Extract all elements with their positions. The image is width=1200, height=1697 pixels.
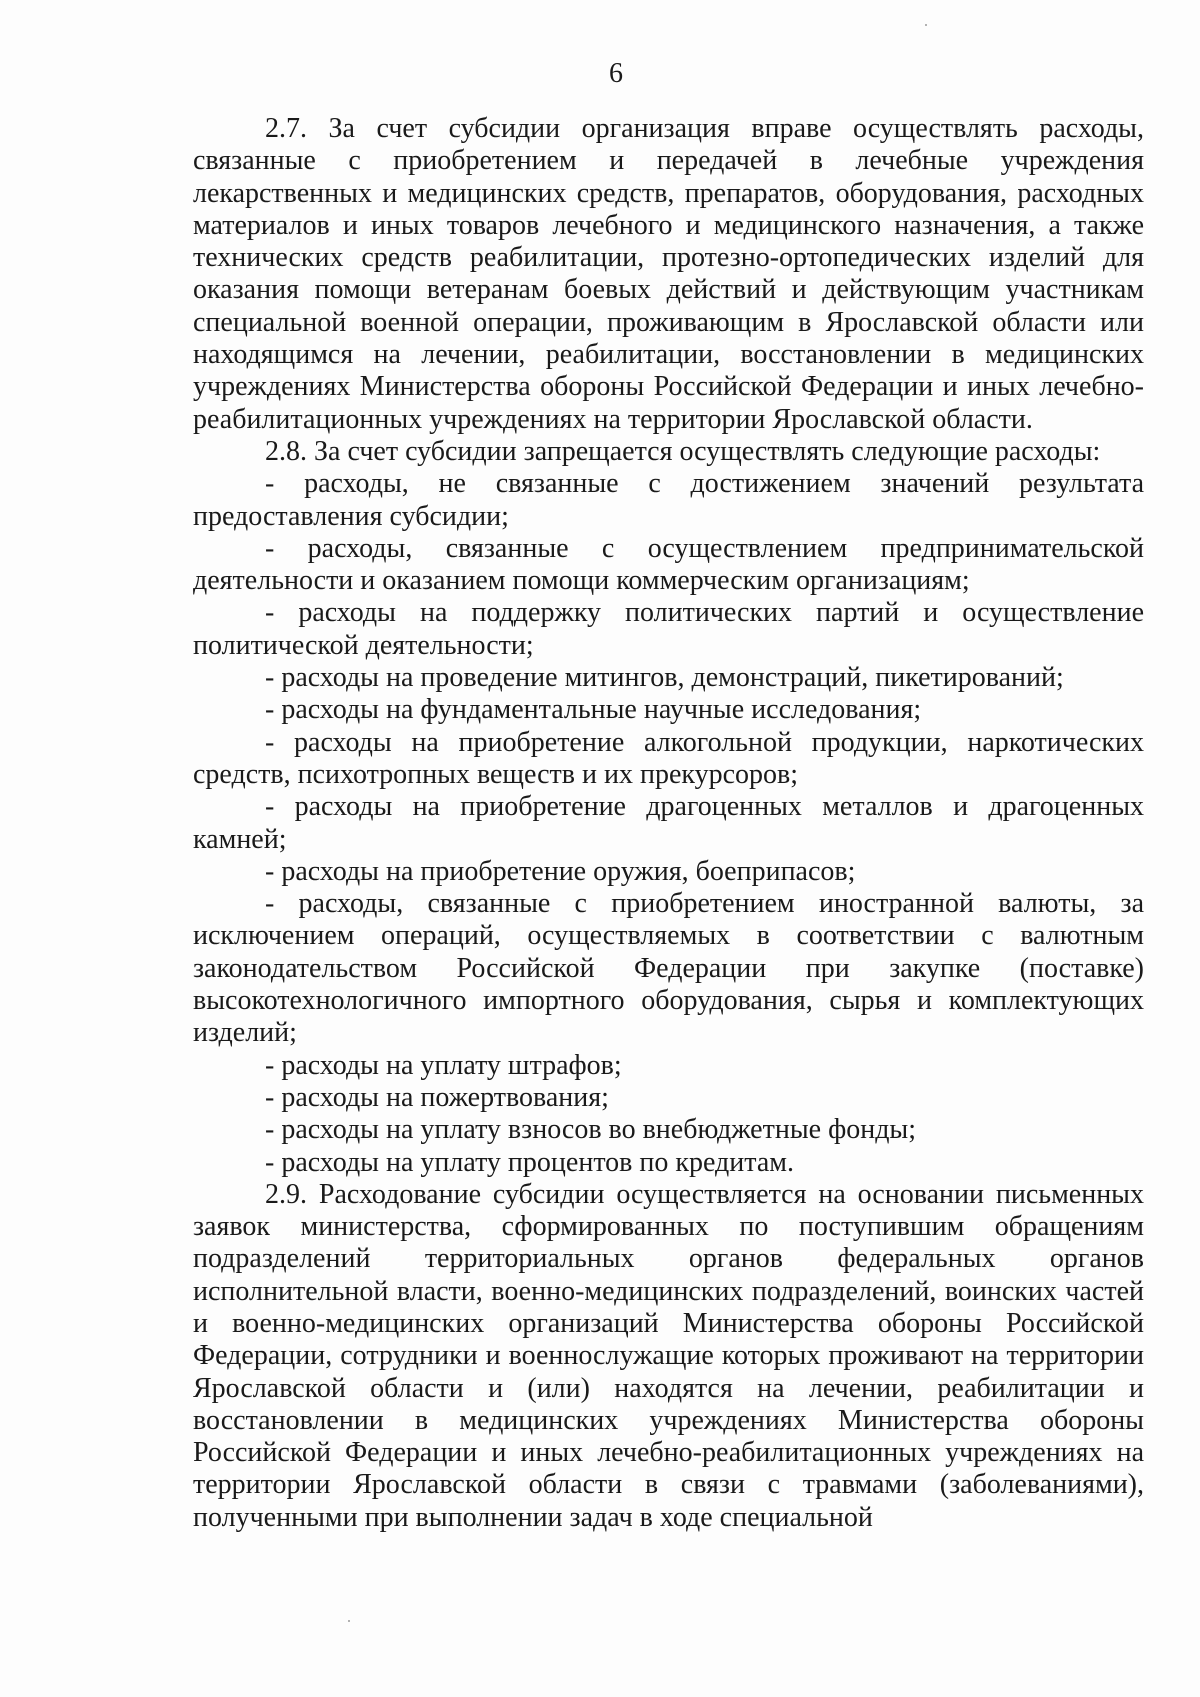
list-item: - расходы на приобретение оружия, боеприпасов;: [265, 855, 856, 887]
list-item: - расходы, связанные с осуществлением предпринимательской деятельности и оказанием помощи коммерческим организациям;: [193, 532, 1144, 597]
list-item: - расходы на фундаментальные научные исследования;: [265, 694, 922, 726]
scan-artifact: [925, 24, 927, 26]
list-item: - расходы на уплату взносов во внебюджетные фонды;: [265, 1114, 917, 1146]
list-item: - расходы, связанные с приобретением иностранной валюты, за исключением операций, осуществляемых в соответствии с валютным законодательством Российской Федерации при закупке (поставке) высокотехнологичного импортного оборудования, сырья и комплектующих изделий;: [193, 888, 1144, 1049]
paragraph-2-9: 2.9. Расходование субсидии осуществляется на основании письменных заявок министерства, сформированных по поступившим обращениям подразделений территориальных органов федеральных органов исполнительной власти, военно-медицинских подразделений, воинских частей и военно-медицинских организаций Министерства обороны Российской Федерации, сотрудники и военнослужащие которых проживают на территории Ярославской области и (или) находятся на лечении, реабилитации и восстановлении в медицинских учреждениях Министерства обороны Российской Федерации и иных лечебно-реабилитационных учреждениях на территории Ярославской области в связи с травмами (заболеваниями), полученными при выполнении задач в ходе специальной: [193, 1178, 1144, 1533]
page-number: 6: [609, 58, 623, 89]
scan-artifact: [348, 1620, 350, 1622]
list-item: - расходы на поддержку политических партий и осуществление политической деятельности;: [193, 597, 1144, 661]
list-item: - расходы, не связанные с достижением значений результата предоставления субсидии;: [193, 468, 1144, 532]
list-item: - расходы на уплату процентов по кредитам.: [265, 1146, 795, 1178]
list-item: - расходы на уплату штрафов;: [265, 1049, 622, 1081]
list-item: - расходы на приобретение алкогольной продукции, наркотических средств, психотропных веществ и их прекурсоров;: [193, 726, 1144, 790]
paragraph-2-8: 2.8. За счет субсидии запрещается осуществлять следующие расходы:: [265, 435, 1101, 467]
paragraph-2-7: 2.7. За счет субсидии организация вправе осуществлять расходы, связанные с приобретением и передачей в лечебные учреждения лекарственных и медицинских средств, препаратов, оборудования, расходных материалов и иных товаров лечебного и медицинского назначения, а также технических средств реабилитации, протезно-ортопедических изделий для оказания помощи ветеранам боевых действий и действующим участникам специальной военной операции, проживающим в Ярославской области или находящимся на лечении, реабилитации, восстановлении в медицинских учреждениях Министерства обороны Российской Федерации и иных лечебно-реабилитационных учреждениях на территории Ярославской области.: [193, 113, 1144, 435]
list-item: - расходы на пожертвования;: [265, 1081, 609, 1113]
list-item: - расходы на проведение митингов, демонстраций, пикетирований;: [265, 662, 1064, 694]
document-body: [193, 113, 1144, 1534]
list-item: - расходы на приобретение драгоценных металлов и драгоценных камней;: [193, 791, 1144, 855]
